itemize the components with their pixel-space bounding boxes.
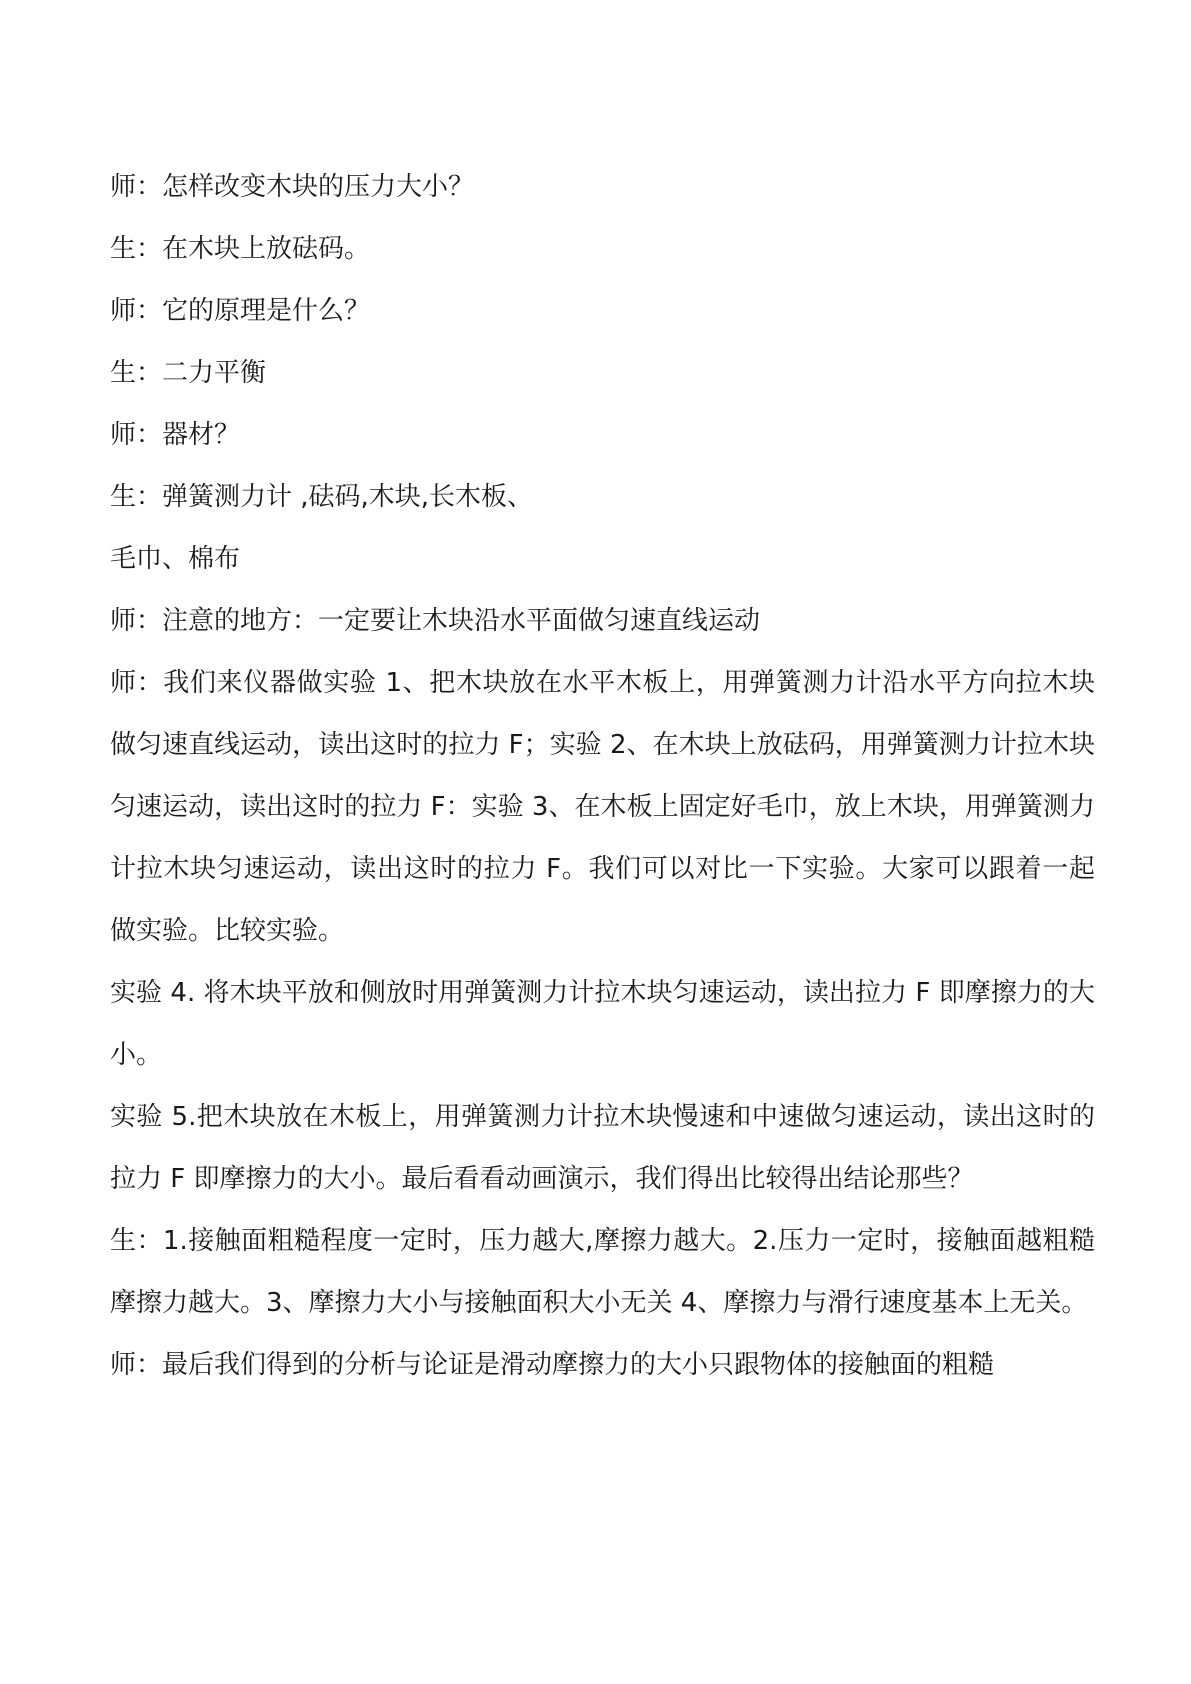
dialogue-line-student-equipment: 生：弹簧测力计 ,砝码,木块,长木板、: [110, 482, 534, 512]
dialogue-line-student-answer: 生：在木块上放砝码。: [110, 234, 371, 264]
document-body: [110, 156, 1095, 1396]
dialogue-line-teacher-question: 师：怎样改变木块的压力大小？: [110, 172, 475, 202]
equipment-continued: 毛巾、棉布: [110, 544, 241, 574]
experiment-description-4: 实验 4. 将木块平放和侧放时用弹簧测力计拉木块匀速运动，读出拉力 F 即摩擦力的大小。: [110, 978, 1095, 1070]
student-conclusions: 生：1.接触面粗糙程度一定时，压力越大,摩擦力越大。2.压力一定时，接触面越粗糙摩擦力越大。3、摩擦力大小与接触面积大小无关 4、摩擦力与滑行速度基本上无关。: [110, 1226, 1095, 1318]
experiment-description-5: 实验 5.把木块放在木板上，用弹簧测力计拉木块慢速和中速做匀速运动，读出这时的拉力 F 即摩擦力的大小。最后看看动画演示，我们得出比较得出结论那些？: [110, 1102, 1095, 1194]
dialogue-line-teacher-equipment: 师：器材？: [110, 420, 241, 450]
dialogue-line-teacher-notice: 师：注意的地方：一定要让木块沿水平面做匀速直线运动: [110, 606, 761, 636]
experiment-description-1-3: 师：我们来仪器做实验 1、把木块放在水平木板上，用弹簧测力计沿水平方向拉木块做匀速直线运动，读出这时的拉力 F；实验 2、在木块上放砝码，用弹簧测力计拉木块匀速运动，读出这时的拉力 F：实验 3、在木板上固定好毛巾，放上木块，用弹簧测力计拉木块匀速运动，读出这时的拉力 F。我们可以对比一下实验。大家可以跟着一起做实验。比较实验。: [110, 668, 1095, 946]
dialogue-line-teacher-principle: 师：它的原理是什么？: [110, 296, 371, 326]
teacher-final-analysis: 师：最后我们得到的分析与论证是滑动摩擦力的大小只跟物体的接触面的粗糙: [110, 1350, 995, 1380]
dialogue-line-student-balance: 生：二力平衡: [110, 358, 267, 388]
